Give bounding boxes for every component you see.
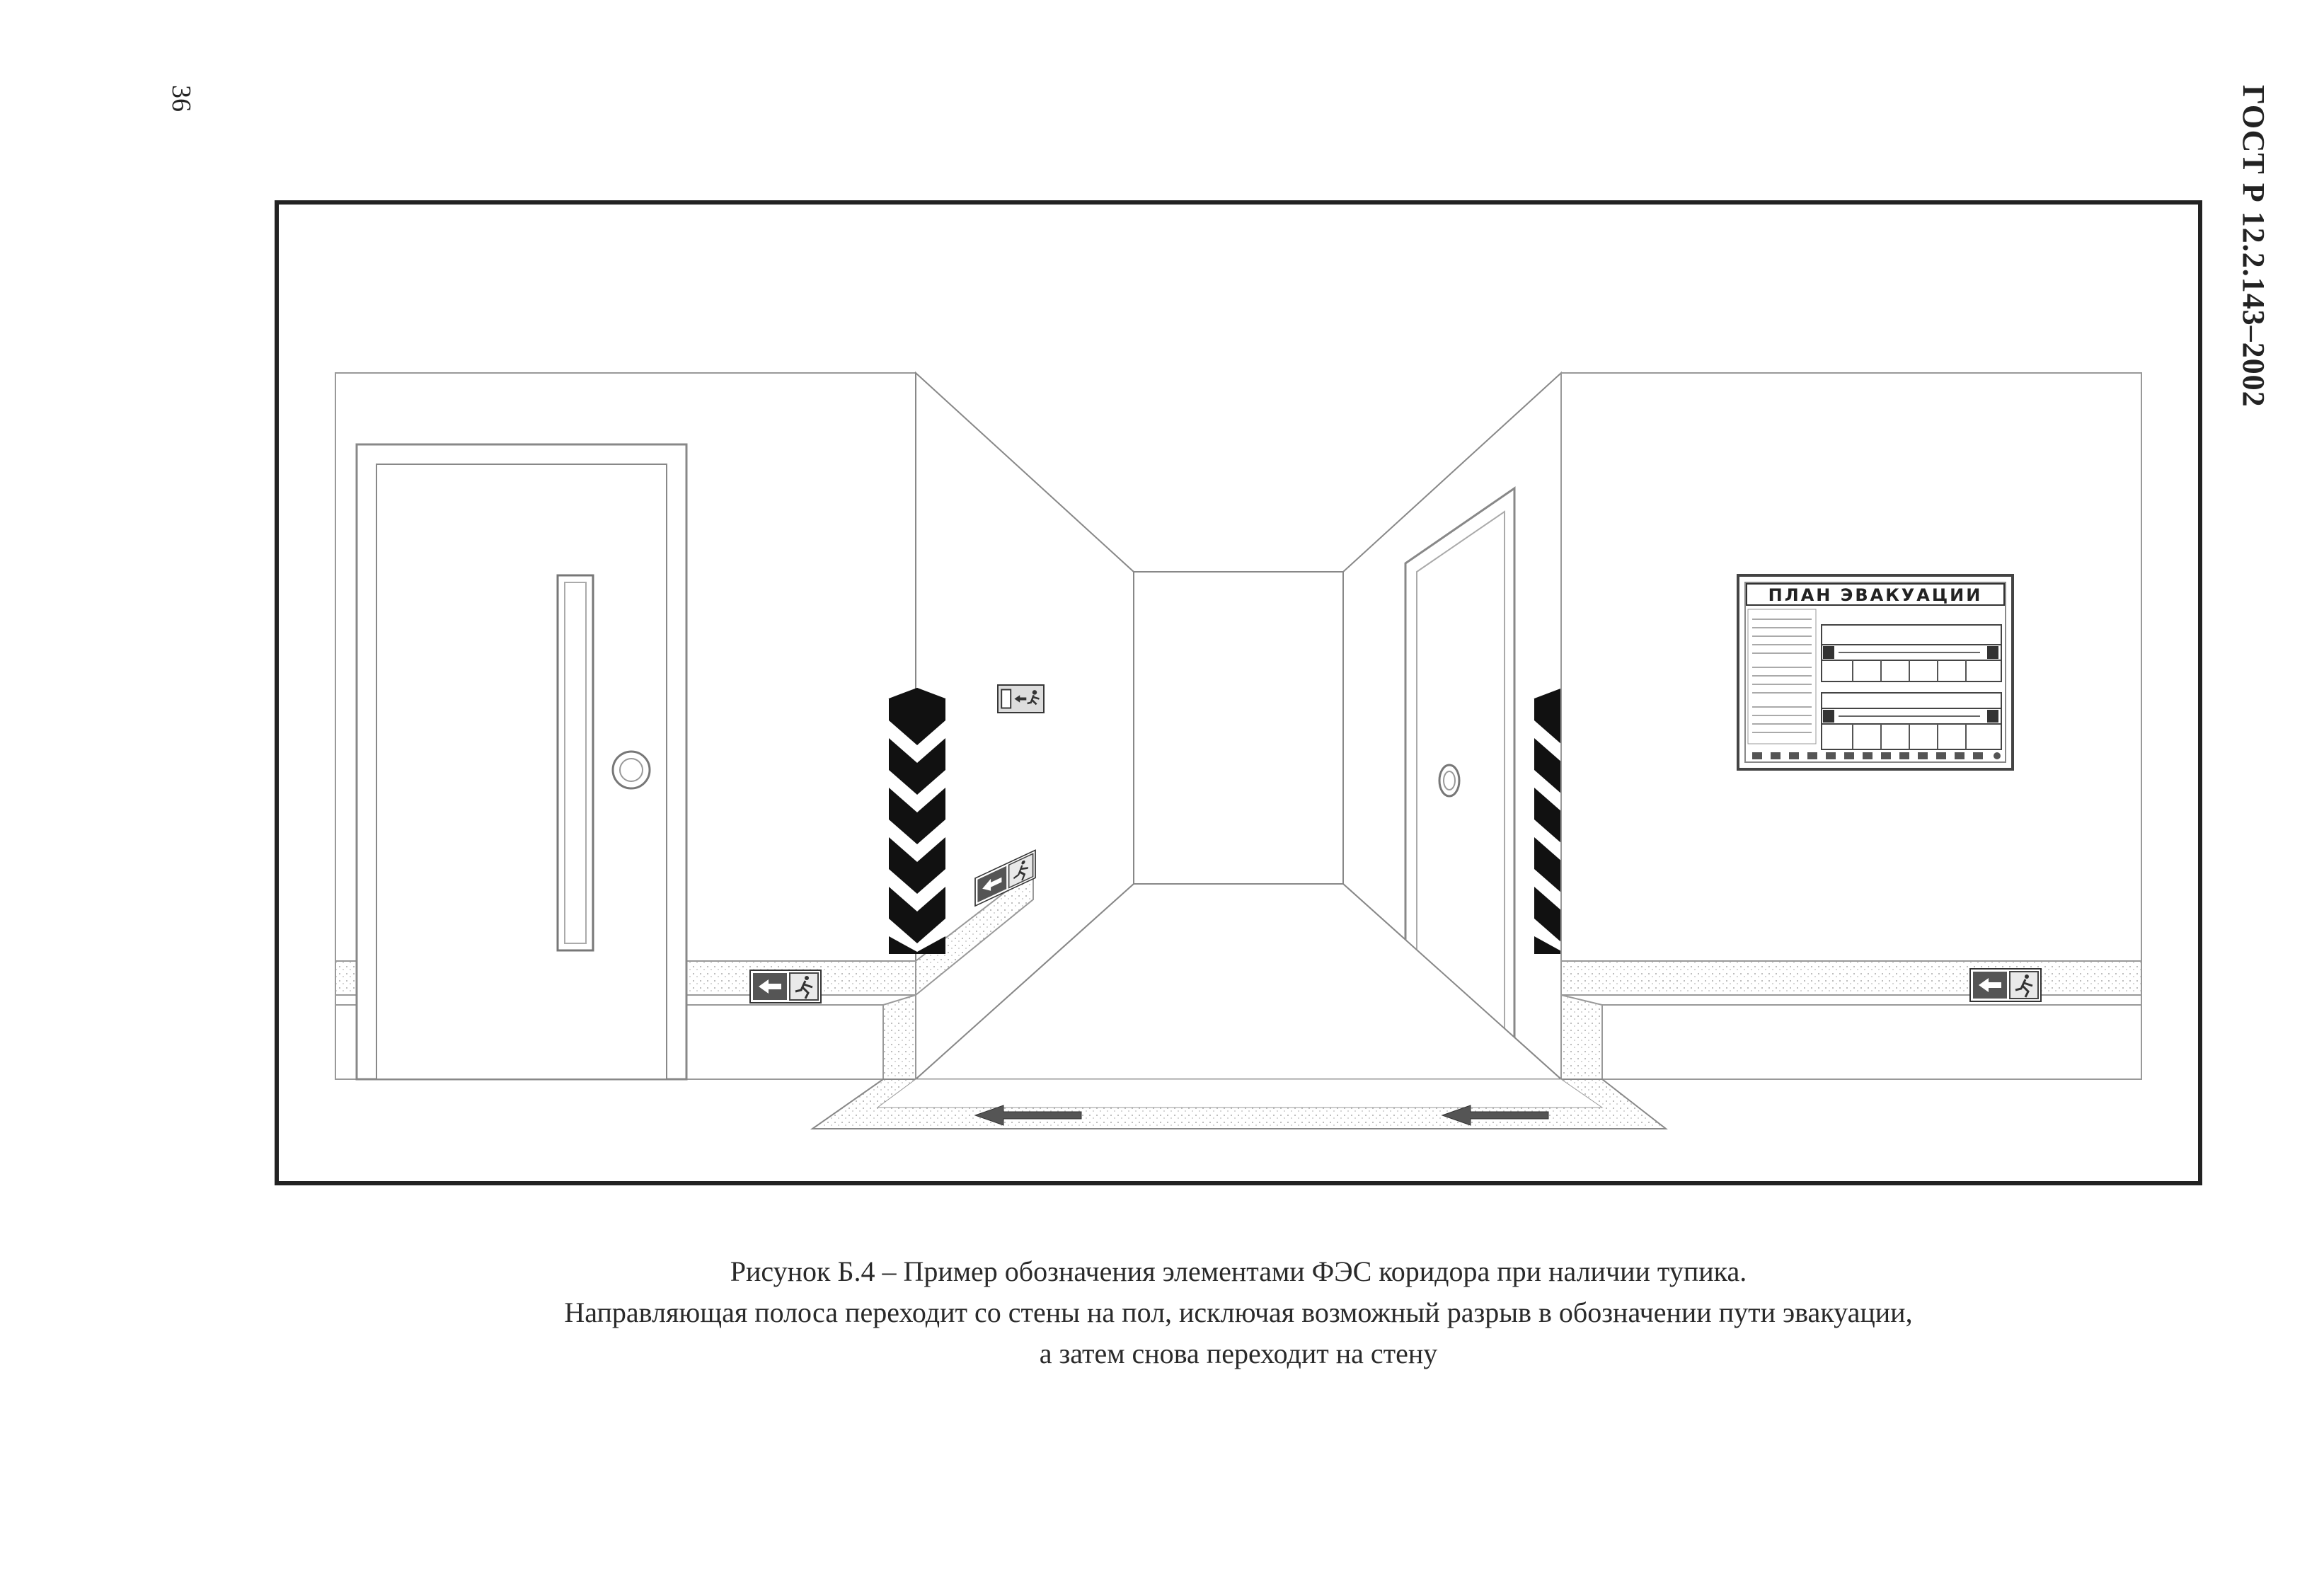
corridor-figure [275,200,2202,1185]
evacuation-plan-sign [1738,575,2013,769]
exit-sign-right-wall [1970,969,2041,1001]
exit-sign-corridor-upper [998,685,1044,713]
floor-guide-strip [883,995,916,1079]
door-handle-icon [1439,765,1459,796]
evacuation-plan-title: ПЛАН ЭВАКУАЦИИ [1768,585,1983,605]
document-code: ГОСТ Р 12.2.143–2002 [2236,85,2271,408]
caption-line-1: Рисунок Б.4 – Пример обозначения элементами ФЭС коридора при наличии тупика. [730,1255,1747,1287]
figure-caption [275,1251,2202,1374]
chevron-marking-left [889,689,945,954]
corridor-end-wall [1134,572,1343,884]
caption-line-2: Направляющая полоса переходит со стены на пол, исключая возможный разрыв в обозначении пути эвакуации, [564,1296,1913,1328]
right-guide-strip [1561,961,2141,995]
floor-plan-lower [1822,693,2001,749]
door-handle-icon [613,752,650,788]
floor-plan-upper [1822,625,2001,681]
caption-line-3: а затем снова переходит на стену [1039,1338,1438,1369]
page-number: 36 [166,85,196,112]
exit-sign-left-wall [750,970,821,1003]
